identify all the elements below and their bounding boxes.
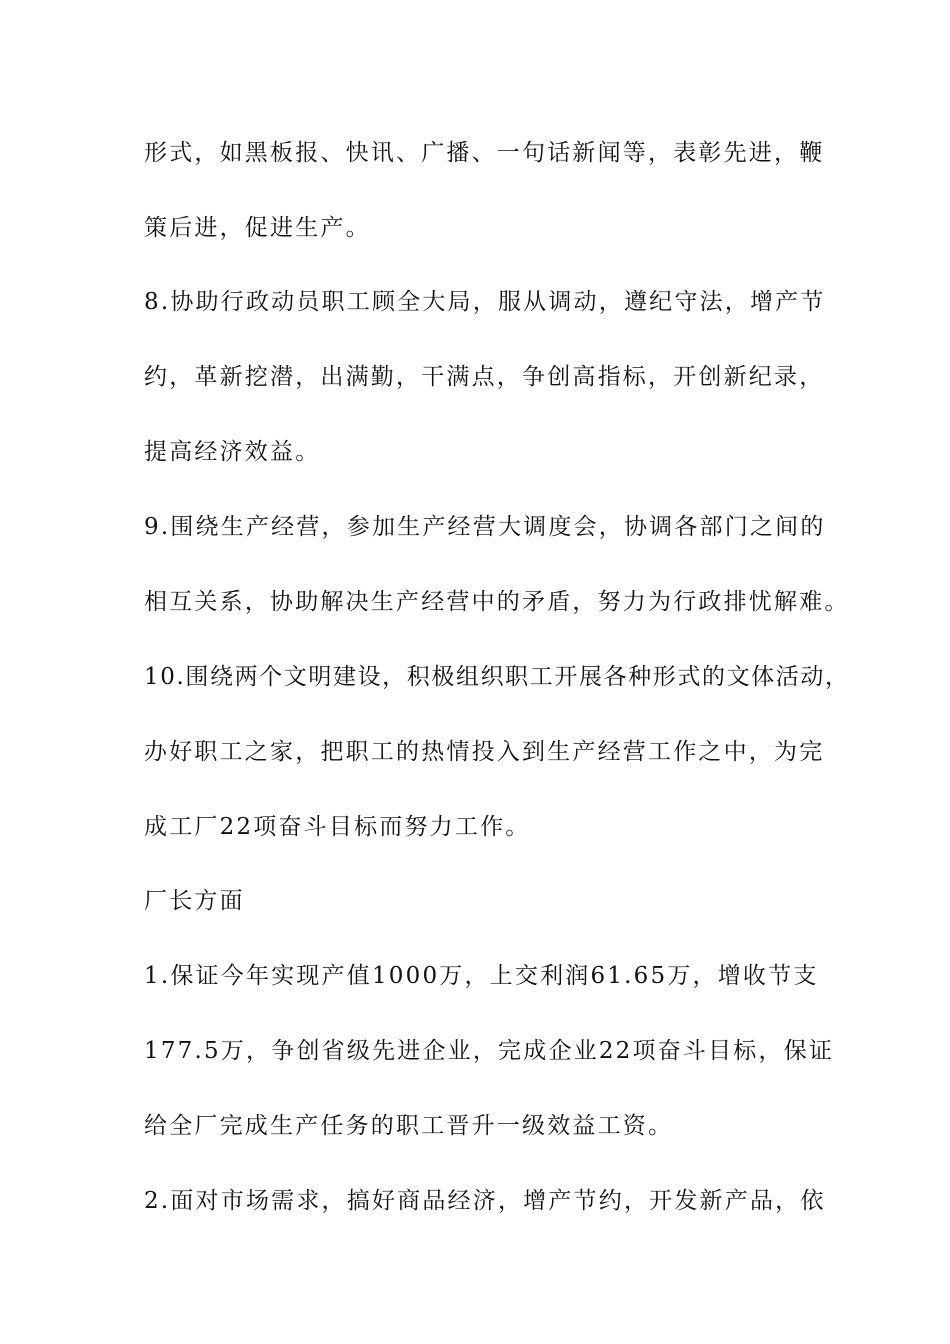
- list-item-10-line: 成工厂22项奋斗目标而努力工作。: [144, 814, 531, 840]
- paragraph-line: 策后进，促进生产。: [144, 215, 371, 241]
- list-item-8-line: 约，革新挖潜，出满勤，干满点，争创高指标，开创新纪录，: [144, 364, 825, 390]
- list-item-10-line: 办好职工之家，把职工的热情投入到生产经营工作之中，为完: [144, 739, 825, 765]
- list-item-1-line: 给全厂完成生产任务的职工晋升一级效益工资。: [144, 1113, 674, 1139]
- section-heading: 厂长方面: [144, 888, 245, 914]
- list-item-8-line: 提高经济效益。: [144, 439, 321, 465]
- list-item-1-line: 177.5万，争创省级先进企业，完成企业22项奋斗目标，保证: [144, 1038, 835, 1064]
- list-item-10-line: 10.围绕两个文明建设，积极组织职工开展各种形式的文体活动，: [144, 664, 850, 690]
- list-item-9-line: 相互关系，协助解决生产经营中的矛盾，努力为行政排忧解难。: [144, 589, 850, 615]
- list-item-9-line: 9.围绕生产经营，参加生产经营大调度会，协调各部门之间的: [144, 514, 826, 540]
- list-item-1-line: 1.保证今年实现产值1000万，上交利润61.65万，增收节支: [144, 963, 819, 989]
- paragraph-line: 形式，如黑板报、快讯、广播、一句话新闻等，表彰先进，鞭: [144, 140, 825, 166]
- list-item-8-line: 8.协助行政动员职工顾全大局，服从调动，遵纪守法，增产节: [144, 289, 826, 315]
- list-item-2-line: 2.面对市场需求，搞好商品经济，增产节约，开发新产品，依: [144, 1188, 826, 1214]
